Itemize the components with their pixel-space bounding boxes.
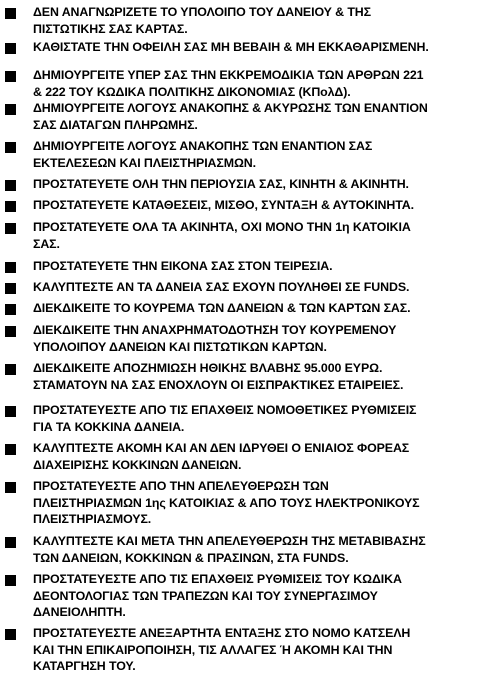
square-bullet-icon	[5, 8, 16, 19]
list-item-text: ΠΡΟΣΤΑΤΕΥΕΤΕ ΟΛΗ ΤΗΝ ΠΕΡΙΟΥΣΙΑ ΣΑΣ, ΚΙΝΗΤΗ & ΑΚΙΝΗΤΗ.	[33, 177, 409, 191]
square-bullet-icon	[5, 262, 16, 273]
square-bullet-icon	[5, 223, 16, 234]
square-bullet-icon	[5, 43, 16, 54]
list-item-text: ΠΡΟΣΤΑΤΕΥΕΣΤΕ ΑΠΟ ΤΗΝ ΑΠΕΛΕΥΘΕΡΩΣΗ ΤΩΝ ΠΛΕΙΣΤΗΡΙΑΣΜΩΝ 1ης ΚΑΤΟΙΚΙΑΣ & ΑΠΟ ΤΟΥΣ ΗΛΕΚΤΡΟΝΙΚΟΥΣ ΠΛΕΙΣΤΗΡΙΑΣΜΟΥΣ.	[33, 479, 420, 526]
square-bullet-icon	[5, 201, 16, 212]
list-item-text: ΠΡΟΣΤΑΤΕΥΕΣΤΕ ΑΠΟ ΤΙΣ ΕΠΑΧΘΕΙΣ ΝΟΜΟΘΕΤΙΚΕΣ ΡΥΘΜΙΣΕΙΣ ΓΙΑ ΤΑ ΚΟΚΚΙΝΑ ΔΑΝΕΙΑ.	[33, 403, 417, 434]
square-bullet-icon	[5, 180, 16, 191]
square-bullet-icon	[5, 444, 16, 455]
list-item-text: ΔΙΕΚΔΙΚΕΙΤΕ ΑΠΟΖΗΜΙΩΣΗ ΗΘΙΚΗΣ ΒΛΑΒΗΣ 95.000 ΕΥΡΩ. ΣΤΑΜΑΤΟΥΝ ΝΑ ΣΑΣ ΕΝΟΧΛΟΥΝ ΟΙ ΕΙΣΠΡΑΚΤΙΚΕΣ ΕΤΑΙΡΕΙΕΣ.	[33, 361, 404, 392]
list-item-text: ΚΑΛΥΠΤΕΣΤΕ ΑΝ ΤΑ ΔΑΝΕΙΑ ΣΑΣ ΕΧΟΥΝ ΠΟΥΛΗΘΕΙ ΣΕ FUNDS.	[33, 280, 410, 294]
list-item-text: ΠΡΟΣΤΑΤΕΥΕΣΤΕ ΑΝΕΞΑΡΤΗΤΑ ΕΝΤΑΞΗΣ ΣΤΟ ΝΟΜΟ ΚΑΤΣΕΛΗ ΚΑΙ ΤΗΝ ΕΠΙΚΑΙΡΟΠΟΙΗΣΗ, ΤΙΣ ΑΛΛΑΓΕΣ Ή ΑΚΟΜΗ ΚΑΙ ΤΗΝ ΚΑΤΑΡΓΗΣΗ ΤΟΥ.	[33, 626, 411, 673]
list-item-text: ΠΡΟΣΤΑΤΕΥΕΣΤΕ ΑΠΟ ΤΙΣ ΕΠΑΧΘΕΙΣ ΡΥΘΜΙΣΕΙΣ ΤΟΥ ΚΩΔΙΚΑ ΔΕΟΝΤΟΛΟΓΙΑΣ ΤΩΝ ΤΡΑΠΕΖΩΝ ΚΑΙ ΤΟΥ ΣΥΝΕΡΓΑΣΙΜΟΥ ΔΑΝΕΙΟΛΗΠΤΗ.	[33, 572, 402, 619]
list-item-text: ΔΗΜΙΟΥΡΓΕΙΤΕ ΥΠΕΡ ΣΑΣ ΤΗΝ ΕΚΚΡΕΜΟΔΙΚΙΑ ΤΩΝ ΑΡΘΡΩΝ 221 & 222 ΤΟΥ ΚΩΔΙΚΑ ΠΟΛΙΤΙΚΗΣ ΔΙΚΟΝΟΜΙΑΣ (ΚΠολΔ).	[33, 68, 424, 99]
list-item-text: ΠΡΟΣΤΑΤΕΥΕΤΕ ΤΗΝ ΕΙΚΟΝΑ ΣΑΣ ΣΤΟΝ ΤΕΙΡΕΣΙΑ.	[33, 259, 333, 273]
square-bullet-icon	[5, 406, 16, 417]
list-item-text: ΔΕΝ ΑΝΑΓΝΩΡΙΖΕΤΕ ΤΟ ΥΠΟΛΟΙΠΟ ΤΟΥ ΔΑΝΕΙΟΥ & ΤΗΣ ΠΙΣΤΩΤΙΚΗΣ ΣΑΣ ΚΑΡΤΑΣ.	[33, 5, 371, 36]
list-item-text: ΚΑΛΥΠΤΕΣΤΕ ΑΚΟΜΗ ΚΑΙ ΑΝ ΔΕΝ ΙΔΡΥΘΕΙ Ο ΕΝΙΑΙΟΣ ΦΟΡΕΑΣ ΔΙΑΧΕΙΡΙΣΗΣ ΚΟΚΚΙΝΩΝ ΔΑΝΕΙΩΝ.	[33, 441, 410, 472]
square-bullet-icon	[5, 575, 16, 586]
square-bullet-icon	[5, 283, 16, 294]
list-item-text: ΠΡΟΣΤΑΤΕΥΕΤΕ ΟΛΑ ΤΑ ΑΚΙΝΗΤΑ, ΟΧΙ ΜΟΝΟ ΤΗΝ 1η ΚΑΤΟΙΚΙΑ ΣΑΣ.	[33, 220, 411, 251]
square-bullet-icon	[5, 537, 16, 548]
square-bullet-icon	[5, 142, 16, 153]
square-bullet-icon	[5, 629, 16, 640]
list-item-text: ΔΗΜΙΟΥΡΓΕΙΤΕ ΛΟΓΟΥΣ ΑΝΑΚΟΠΗΣ ΤΩΝ ΕΝΑΝΤΙΟΝ ΣΑΣ ΕΚΤΕΛΕΣΕΩΝ ΚΑΙ ΠΛΕΙΣΤΗΡΙΑΣΜΩΝ.	[33, 139, 373, 170]
square-bullet-icon	[5, 326, 16, 337]
list-item-text: ΚΑΘΙΣΤΑΤΕ ΤΗΝ ΟΦΕΙΛΗ ΣΑΣ ΜΗ ΒΕΒΑΙΗ & ΜΗ ΕΚΚΑΘΑΡΙΣΜΕΝΗ.	[33, 40, 429, 54]
list-item-text: ΔΙΕΚΔΙΚΕΙΤΕ ΤΗΝ ΑΝΑΧΡΗΜΑΤΟΔΟΤΗΣΗ ΤΟΥ ΚΟΥΡΕΜΕΝΟΥ ΥΠΟΛΟΙΠΟΥ ΔΑΝΕΙΩΝ ΚΑΙ ΠΙΣΤΩΤΙΚΩΝ ΚΑΡΤΩΝ.	[33, 323, 397, 354]
square-bullet-icon	[5, 104, 16, 115]
square-bullet-icon	[5, 364, 16, 375]
square-bullet-icon	[5, 304, 16, 315]
list-item-text: ΔΗΜΙΟΥΡΓΕΙΤΕ ΛΟΓΟΥΣ ΑΝΑΚΟΠΗΣ & ΑΚΥΡΩΣΗΣ ΤΩΝ ΕΝΑΝΤΙΟΝ ΣΑΣ ΔΙΑΤΑΓΩΝ ΠΛΗΡΩΜΗΣ.	[33, 101, 428, 132]
list-item-text: ΚΑΛΥΠΤΕΣΤΕ ΚΑΙ ΜΕΤΑ ΤΗΝ ΑΠΕΛΕΥΘΕΡΩΣΗ ΤΗΣ ΜΕΤΑΒΙΒΑΣΗΣ ΤΩΝ ΔΑΝΕΙΩΝ, ΚΟΚΚΙΝΩΝ & ΠΡΑΣΙΝΩΝ, ΣΤΑ FUNDS.	[33, 534, 426, 565]
square-bullet-icon	[5, 482, 16, 493]
square-bullet-icon	[5, 71, 16, 82]
list-item-text: ΔΙΕΚΔΙΚΕΙΤΕ ΤΟ ΚΟΥΡΕΜΑ ΤΩΝ ΔΑΝΕΙΩΝ & ΤΩΝ ΚΑΡΤΩΝ ΣΑΣ.	[33, 301, 411, 315]
list-item-text: ΠΡΟΣΤΑΤΕΥΕΤΕ ΚΑΤΑΘΕΣΕΙΣ, ΜΙΣΘΟ, ΣΥΝΤΑΞΗ & ΑΥΤΟΚΙΝΗΤΑ.	[33, 198, 414, 212]
